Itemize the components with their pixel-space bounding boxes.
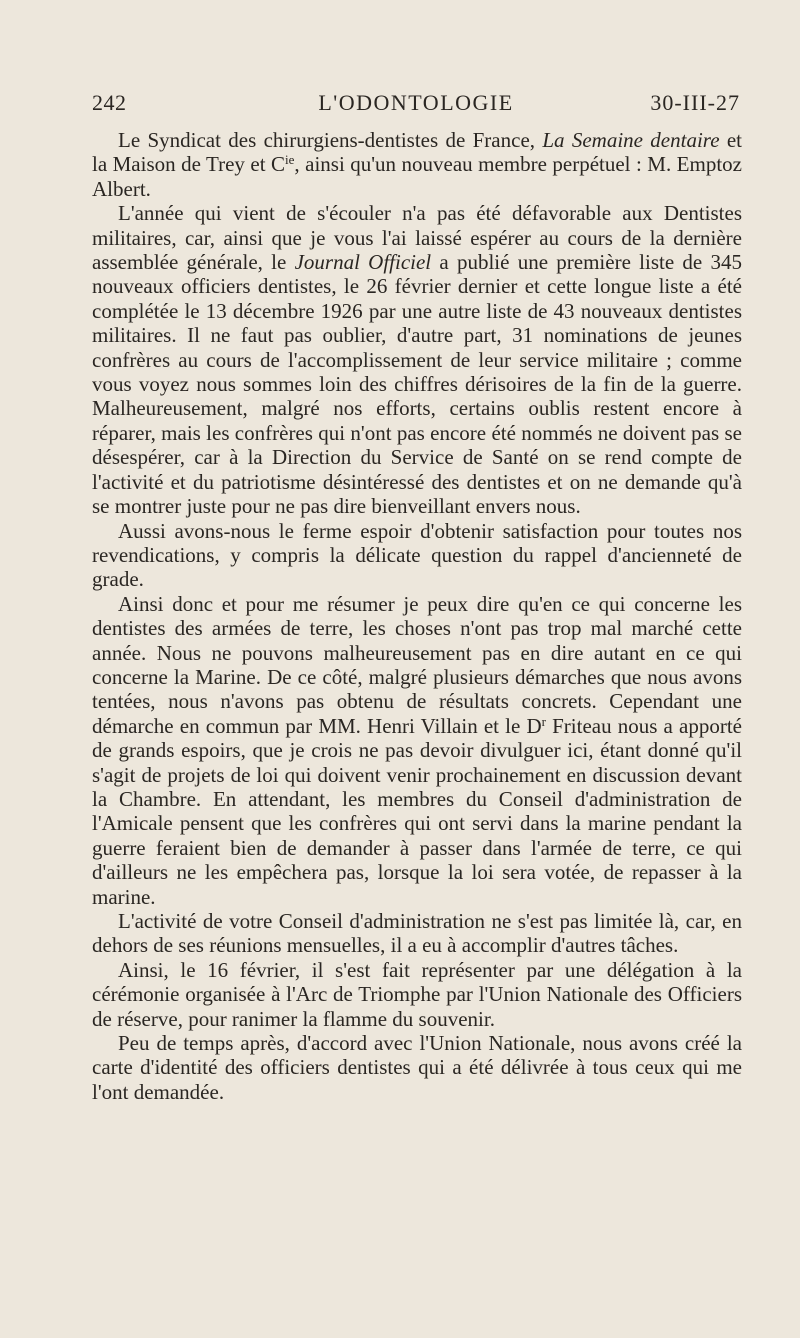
text-run: L'année qui vient de s'écouler n'a pas été défavorable aux Dentistes militaires, car, ainsi que je vous l'ai laissé espérer au cours de la dernière assemblée générale, le xyxy=(92,201,742,275)
text-run: Friteau nous a apporté de grands espoirs, que je crois ne pas devoir divulguer ici, étant donné qu'il s'agit de projets de loi qui doivent venir prochainement en discussion devant la Chambre. En attendant, les membres du Conseil d'administration de l'Amicale pensent que les confrères qui ont servi dans la marine pendant la guerre feraient bien de demander à passer dans l'armée de terre, ce qui d'ailleurs ne les empêchera pas, lorsque la loi sera votée, de repasser à la marine. xyxy=(92,713,742,909)
paragraph xyxy=(92,909,742,958)
journal-title: L'ODONTOLOGIE xyxy=(318,90,514,115)
text-run: a publié une première liste de 345 nouveaux officiers dentistes, le 26 février dernier et cette longue liste a été complétée le 13 décembre 1926 par une autre liste de 43 nouveaux dentistes militaires. Il ne faut pas oublier, d'autre part, 31 nominations de jeunes confrères au cours de l'accomplissement de leur service militaire ; comme vous voyez nous sommes loin des chiffres dérisoires de la fin de la guerre. Malheureusement, malgré nos efforts, certains oublis restent encore à réparer, mais les confrères qui n'ont pas encore été nommés ne doivent pas se désespérer, car à la Direction du Service de Santé on se rend compte de l'activité et du patriotisme désintéressé des dentistes et on ne demande qu'à se montrer juste pour ne pas dire bienveillant envers nous. xyxy=(92,250,742,519)
running-header xyxy=(92,90,740,126)
paragraph xyxy=(92,1031,742,1104)
text-run: et la Maison de Trey et C xyxy=(92,128,742,177)
text-run: Aussi avons-nous le ferme espoir d'obtenir satisfaction pour toutes nos revendications, y compris la délicate question du rappel d'ancienneté de grade. xyxy=(92,518,742,592)
paragraph xyxy=(92,592,742,909)
text-run: Ainsi donc et pour me résumer je peux dire qu'en ce qui concerne les dentistes des armées de terre, les choses n'ont pas trop mal marché cette année. Nous ne pouvons malheureusement pas en dire autant en ce qui concerne la Marine. De ce côté, malgré plusieurs démarches que nous avons tentées, nous n'avons pas obtenu de résultats concrets. Cependant une démarche en commun par MM. Henri Villain et le D xyxy=(92,591,742,738)
text-run: L'activité de votre Conseil d'administration ne s'est pas limitée là, car, en dehors de ses réunions mensuelles, il a eu à accomplir d'autres tâches. xyxy=(92,909,742,958)
text-run: Peu de temps après, d'accord avec l'Union Nationale, nous avons créé la carte d'identité des officiers dentistes qui a été délivrée à tous ceux qui me l'ont demandée. xyxy=(92,1031,742,1104)
paragraph xyxy=(92,128,742,201)
body-text xyxy=(92,128,742,1104)
page-number: 242 xyxy=(92,90,127,115)
italic-text: La Semaine dentaire xyxy=(542,128,720,152)
issue-date: 30-III-27 xyxy=(650,90,740,115)
paragraph xyxy=(92,958,742,1031)
superscript-text: ie xyxy=(285,152,295,168)
paragraph xyxy=(92,519,742,592)
italic-text: Journal Officiel xyxy=(294,250,432,275)
superscript-text: r xyxy=(541,713,546,729)
paragraph xyxy=(92,201,742,518)
text-run: , ainsi qu'un nouveau membre perpétuel : M. Emptoz Albert. xyxy=(92,152,742,201)
text-run: Ainsi, le 16 février, il s'est fait représenter par une délégation à la cérémonie organisée à l'Arc de Triomphe par l'Union Nationale des Officiers de réserve, pour ranimer la flamme du souvenir. xyxy=(92,957,742,1031)
text-run: Le Syndicat des chirurgiens-dentistes de France, xyxy=(118,128,543,152)
